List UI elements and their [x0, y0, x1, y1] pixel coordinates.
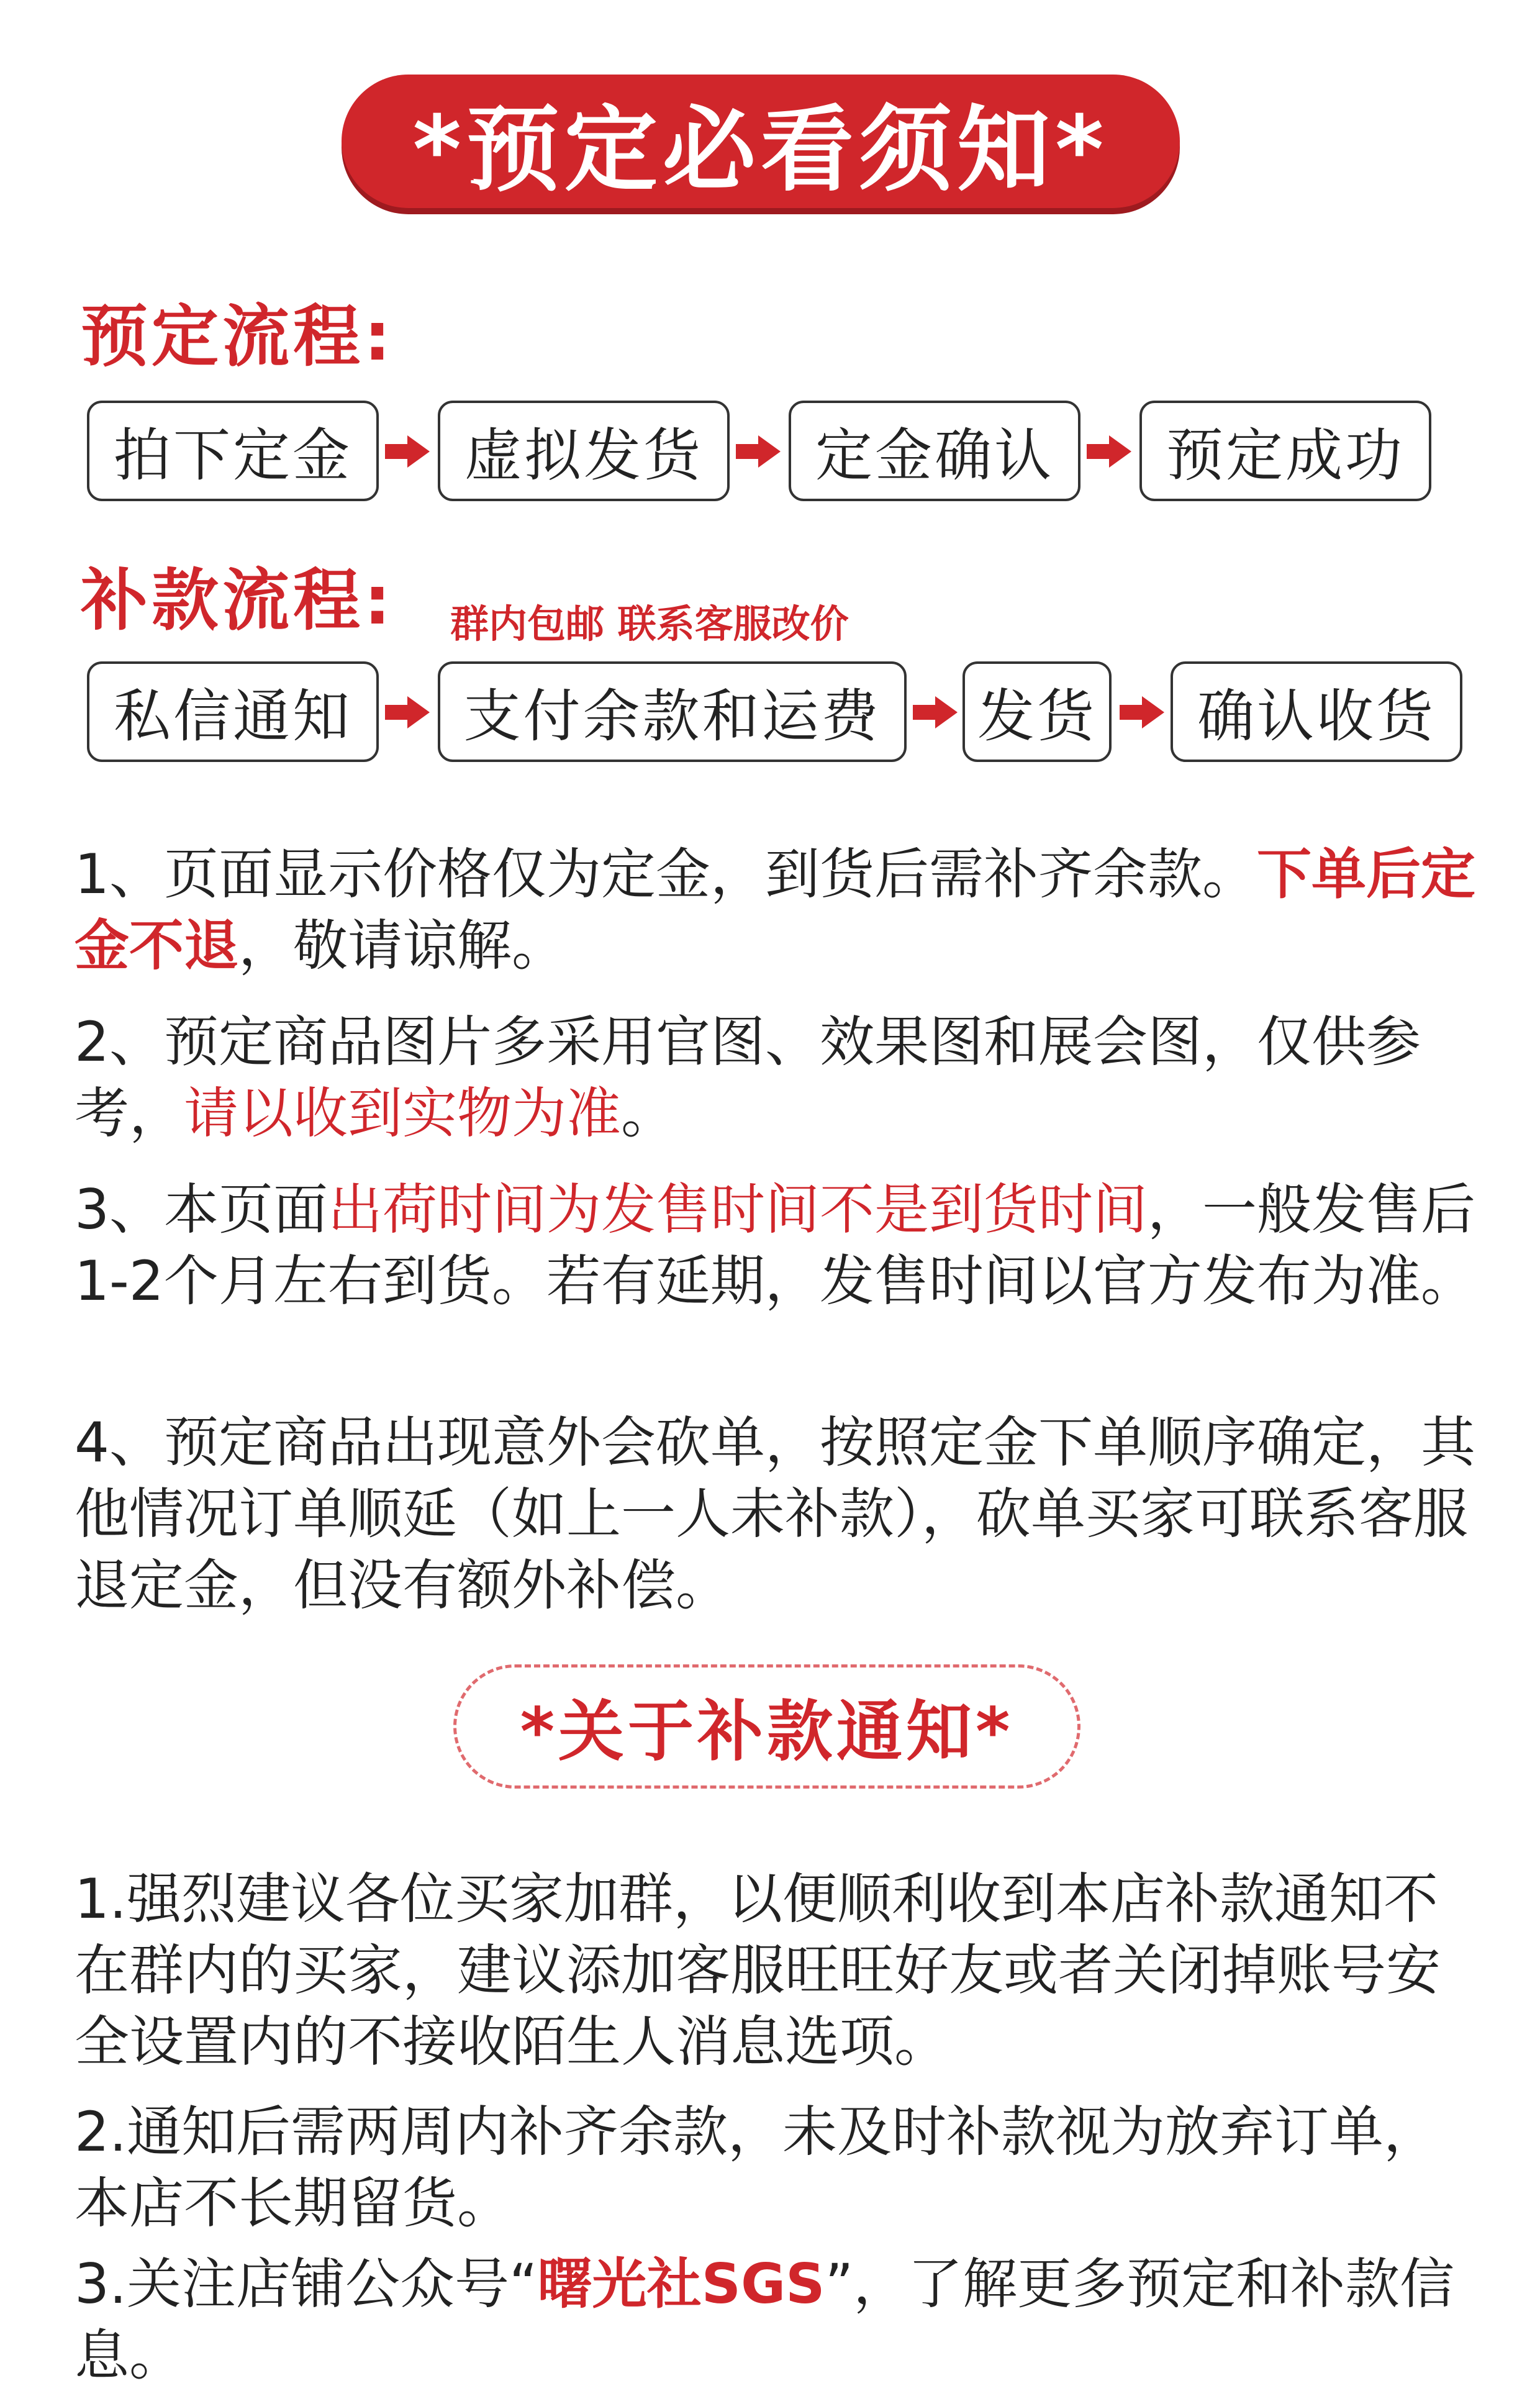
booking-step-deposit-confirm: 定金确认	[789, 401, 1080, 501]
payment-flow	[84, 661, 1475, 767]
booking-step-deposit: 拍下定金	[87, 401, 379, 501]
title-banner	[342, 75, 1180, 208]
booking-flow-title: 预定流程:	[81, 298, 395, 376]
notice-banner	[453, 1664, 1080, 1789]
arrow-right-icon	[1087, 435, 1131, 468]
rule-4: 4、预定商品出现意外会砍单，按照定金下单顺序确定，其他情况订单顺延（如上一人未补款），砍单买家可联系客服退定金，但没有额外补偿。	[75, 1410, 1475, 1617]
booking-flow	[84, 401, 1475, 506]
notice-1: 1.强烈建议各位买家加群，以便顺利收到本店补款通知不在群内的买家，建议添加客服旺旺好友或者关闭掉账号安全设置内的不接收陌生人消息选项。	[75, 1867, 1441, 2074]
notice-3: 3.关注店铺公众号“曙光社SGS”，了解更多预定和补款信息。	[75, 2252, 1455, 2387]
payment-step-ship: 发货	[962, 661, 1112, 762]
arrow-right-icon	[913, 696, 958, 728]
payment-step-pay-balance: 支付余款和运费	[438, 661, 907, 762]
arrow-right-icon	[385, 696, 430, 728]
notice-2: 2.通知后需两周内补齐余款，未及时补款视为放弃订单，本店不长期留货。	[75, 2100, 1438, 2235]
rule-3: 3、本页面出荷时间为发售时间不是到货时间，一般发售后1-2个月左右到货。若有延期，发售时间以官方发布为准。	[75, 1177, 1476, 1313]
payment-step-confirm-receipt: 确认收货	[1171, 661, 1462, 762]
payment-step-notify: 私信通知	[87, 661, 379, 762]
payment-flow-title: 补款流程:	[81, 562, 395, 640]
notice-title: *关于补款通知*	[520, 1694, 1014, 1770]
payment-flow-note: 群内包邮 联系客服改价	[450, 601, 849, 647]
arrow-right-icon	[1120, 696, 1164, 728]
booking-step-virtual-shipping: 虚拟发货	[438, 401, 730, 501]
booking-step-success: 预定成功	[1139, 401, 1431, 501]
rule-2: 2、预定商品图片多采用官图、效果图和展会图，仅供参考，请以收到实物为准。	[75, 1010, 1421, 1145]
arrow-right-icon	[736, 435, 781, 468]
rule-1: 1、页面显示价格仅为定金，到货后需补齐余款。下单后定金不退，敬请谅解。	[75, 842, 1476, 978]
arrow-right-icon	[385, 435, 430, 468]
page-title: *预定必看须知*	[412, 96, 1109, 204]
